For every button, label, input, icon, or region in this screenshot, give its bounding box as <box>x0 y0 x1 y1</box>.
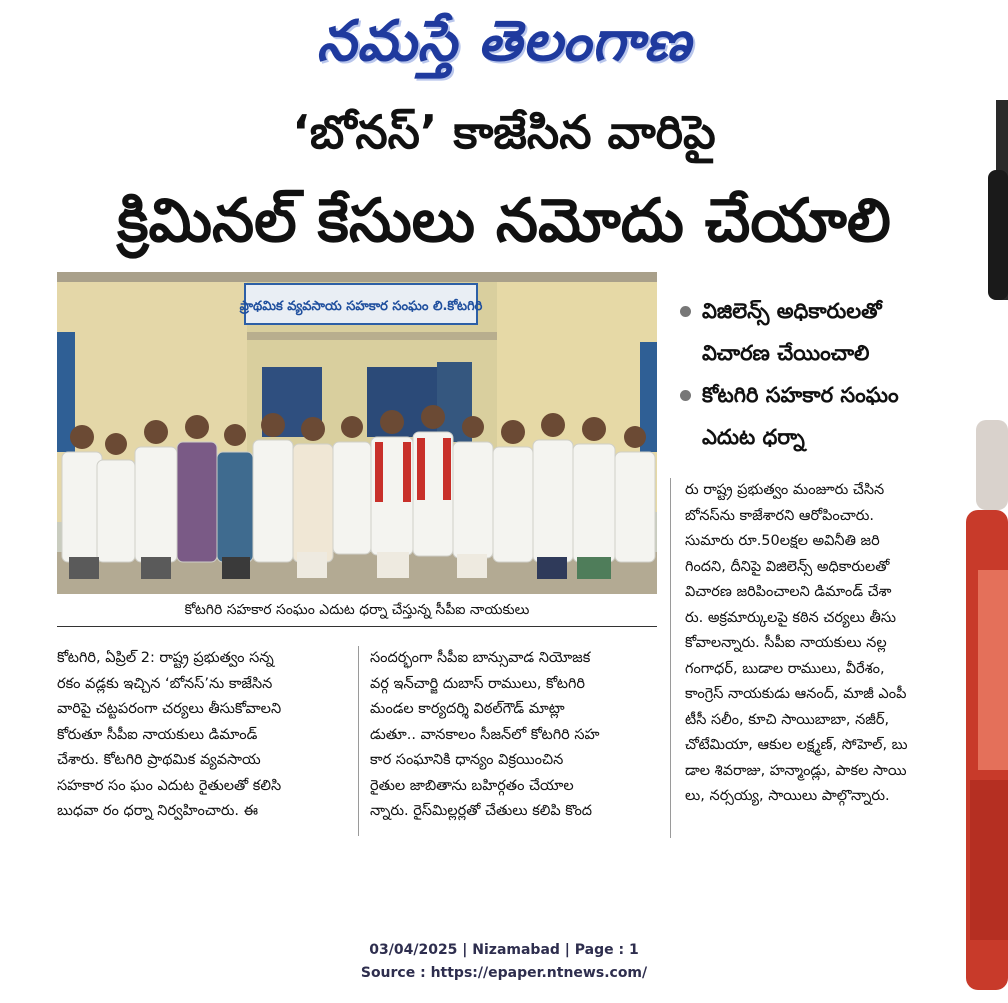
article-line: చోటేమియా, ఆకుల లక్ష్మణ్, సోహెల్, బు <box>685 737 908 753</box>
article-column-1 <box>57 646 347 825</box>
masthead-title: నమస్తే తెలంగాణ <box>316 9 692 74</box>
bullet-dot-icon <box>680 306 691 317</box>
article-line: విచారణ జరిపించాలని డిమాండ్ చేశా <box>685 584 892 600</box>
article-line: బుధవా రం ధర్నా నిర్వహించారు. ఈ <box>57 803 259 819</box>
footer-source: Source : https://epaper.ntnews.com/ <box>360 965 648 981</box>
highlight-line: విచారణ చేయించాలి <box>702 341 870 365</box>
article-line: న్నారు. రైస్‌మిల్లర్లతో చేతులు కలిపి కొంద <box>370 803 593 819</box>
column-divider <box>358 646 359 836</box>
article-line: సహకార సం ఘం ఎదుట రైతులతో కలిసి <box>57 777 282 794</box>
highlight-line: విజిలెన్స్ అధికారులతో <box>702 299 882 323</box>
article-line: కోటగిరి, ఏప్రిల్ 2: రాష్ట్ర ప్రభుత్వం సన్న <box>57 650 274 666</box>
article-line: మండల కార్యదర్శి విఠల్‌గౌడ్ మాట్లా <box>370 701 565 717</box>
protest-photo-illustration <box>57 272 657 594</box>
headline-line-1: ‘బోనస్’ కాజేసిన వారిపై <box>292 105 716 159</box>
article-line: కోరుతూ సీపీఐ నాయకులు డిమాండ్ <box>57 726 258 743</box>
column-divider <box>670 478 671 838</box>
adjacent-article-fragment <box>958 100 1008 1000</box>
highlight-item <box>680 290 980 374</box>
footer-edition-info: 03/04/2025 | Nizamabad | Page : 1 <box>369 942 639 958</box>
article-line: రు. అక్రమార్కులపై కఠిన చర్యలు తీసు <box>685 609 897 626</box>
article-column-3 <box>685 478 955 810</box>
photo-sign-text: ప్రాథమిక వ్యవసాయ సహకార సంఘం లి.కోటగిరి <box>239 299 483 314</box>
article-line: వర్గ ఇన్‌చార్జి దుబాస్ రాములు, కోటగిరి <box>370 675 586 692</box>
article-line: వారిపై చట్టపరంగా చర్యలు తీసుకోవాలని <box>57 701 282 717</box>
article-line: రకం వడ్లకు ఇచ్చిన ‘బోనస్’ను కాజేసిన <box>57 675 273 692</box>
article-line: కోవాలన్నారు. సీపీఐ నాయకులు నల్ల <box>685 635 887 651</box>
article-line: గంగాధర్, బుడాల రాములు, వీరేశం, <box>685 660 885 677</box>
highlight-line: కోటగిరి సహకార సంఘం <box>702 383 899 407</box>
article-line: లు, నర్సయ్య, సాయిలు పాల్గొన్నారు. <box>685 788 890 804</box>
article-line: గిందని, దీనిపై విజిలెన్స్ అధికారులతో <box>685 558 890 575</box>
article-line: సుమారు రూ.50లక్షల అవినీతి జరి <box>685 533 880 549</box>
news-photo <box>57 272 657 594</box>
photo-caption: కోటగిరి సహకార సంఘం ఎదుట ధర్నా చేస్తున్న సీపీఐ నాయకులు <box>57 602 657 627</box>
bullet-dot-icon <box>680 390 691 401</box>
highlight-item <box>680 374 980 458</box>
article-line: బోనస్‌ను కాజేశారని ఆరోపించారు. <box>685 507 874 524</box>
article-line: కాంగ్రెస్ నాయకుడు ఆనంద్, మాజీ ఎంపీ <box>685 686 907 702</box>
article-line: డుతూ.. వానకాలం సీజన్‌లో కోటగిరి సహ <box>370 726 600 743</box>
article-column-2 <box>370 646 660 825</box>
headline-line-2: క్రిమినల్ కేసులు నమోదు చేయాలి <box>117 186 891 256</box>
article-line: కార సంఘానికి ధాన్యం విక్రయించిన <box>370 752 564 768</box>
article-line: సందర్భంగా సీపీఐ బాన్సువాడ నియోజక <box>370 650 591 666</box>
article-line: టీసీ సలీం, కూచి సాయిబాబా, నజీర్, <box>685 711 890 728</box>
article-line: రు రాష్ట్ర ప్రభుత్వం మంజూరు చేసిన <box>685 482 885 498</box>
article-line: చేశారు. కోటగిరి ప్రాథమిక వ్యవసాయ <box>57 752 261 768</box>
article-line: డాల శివరాజు, హన్మాండ్లు, పాకల సాయి <box>685 762 907 779</box>
article-line: రైతుల జాబితాను బహిర్గతం చేయాల <box>370 777 574 794</box>
highlights-list <box>680 290 980 458</box>
highlight-line: ఎదుట ధర్నా <box>702 425 805 449</box>
